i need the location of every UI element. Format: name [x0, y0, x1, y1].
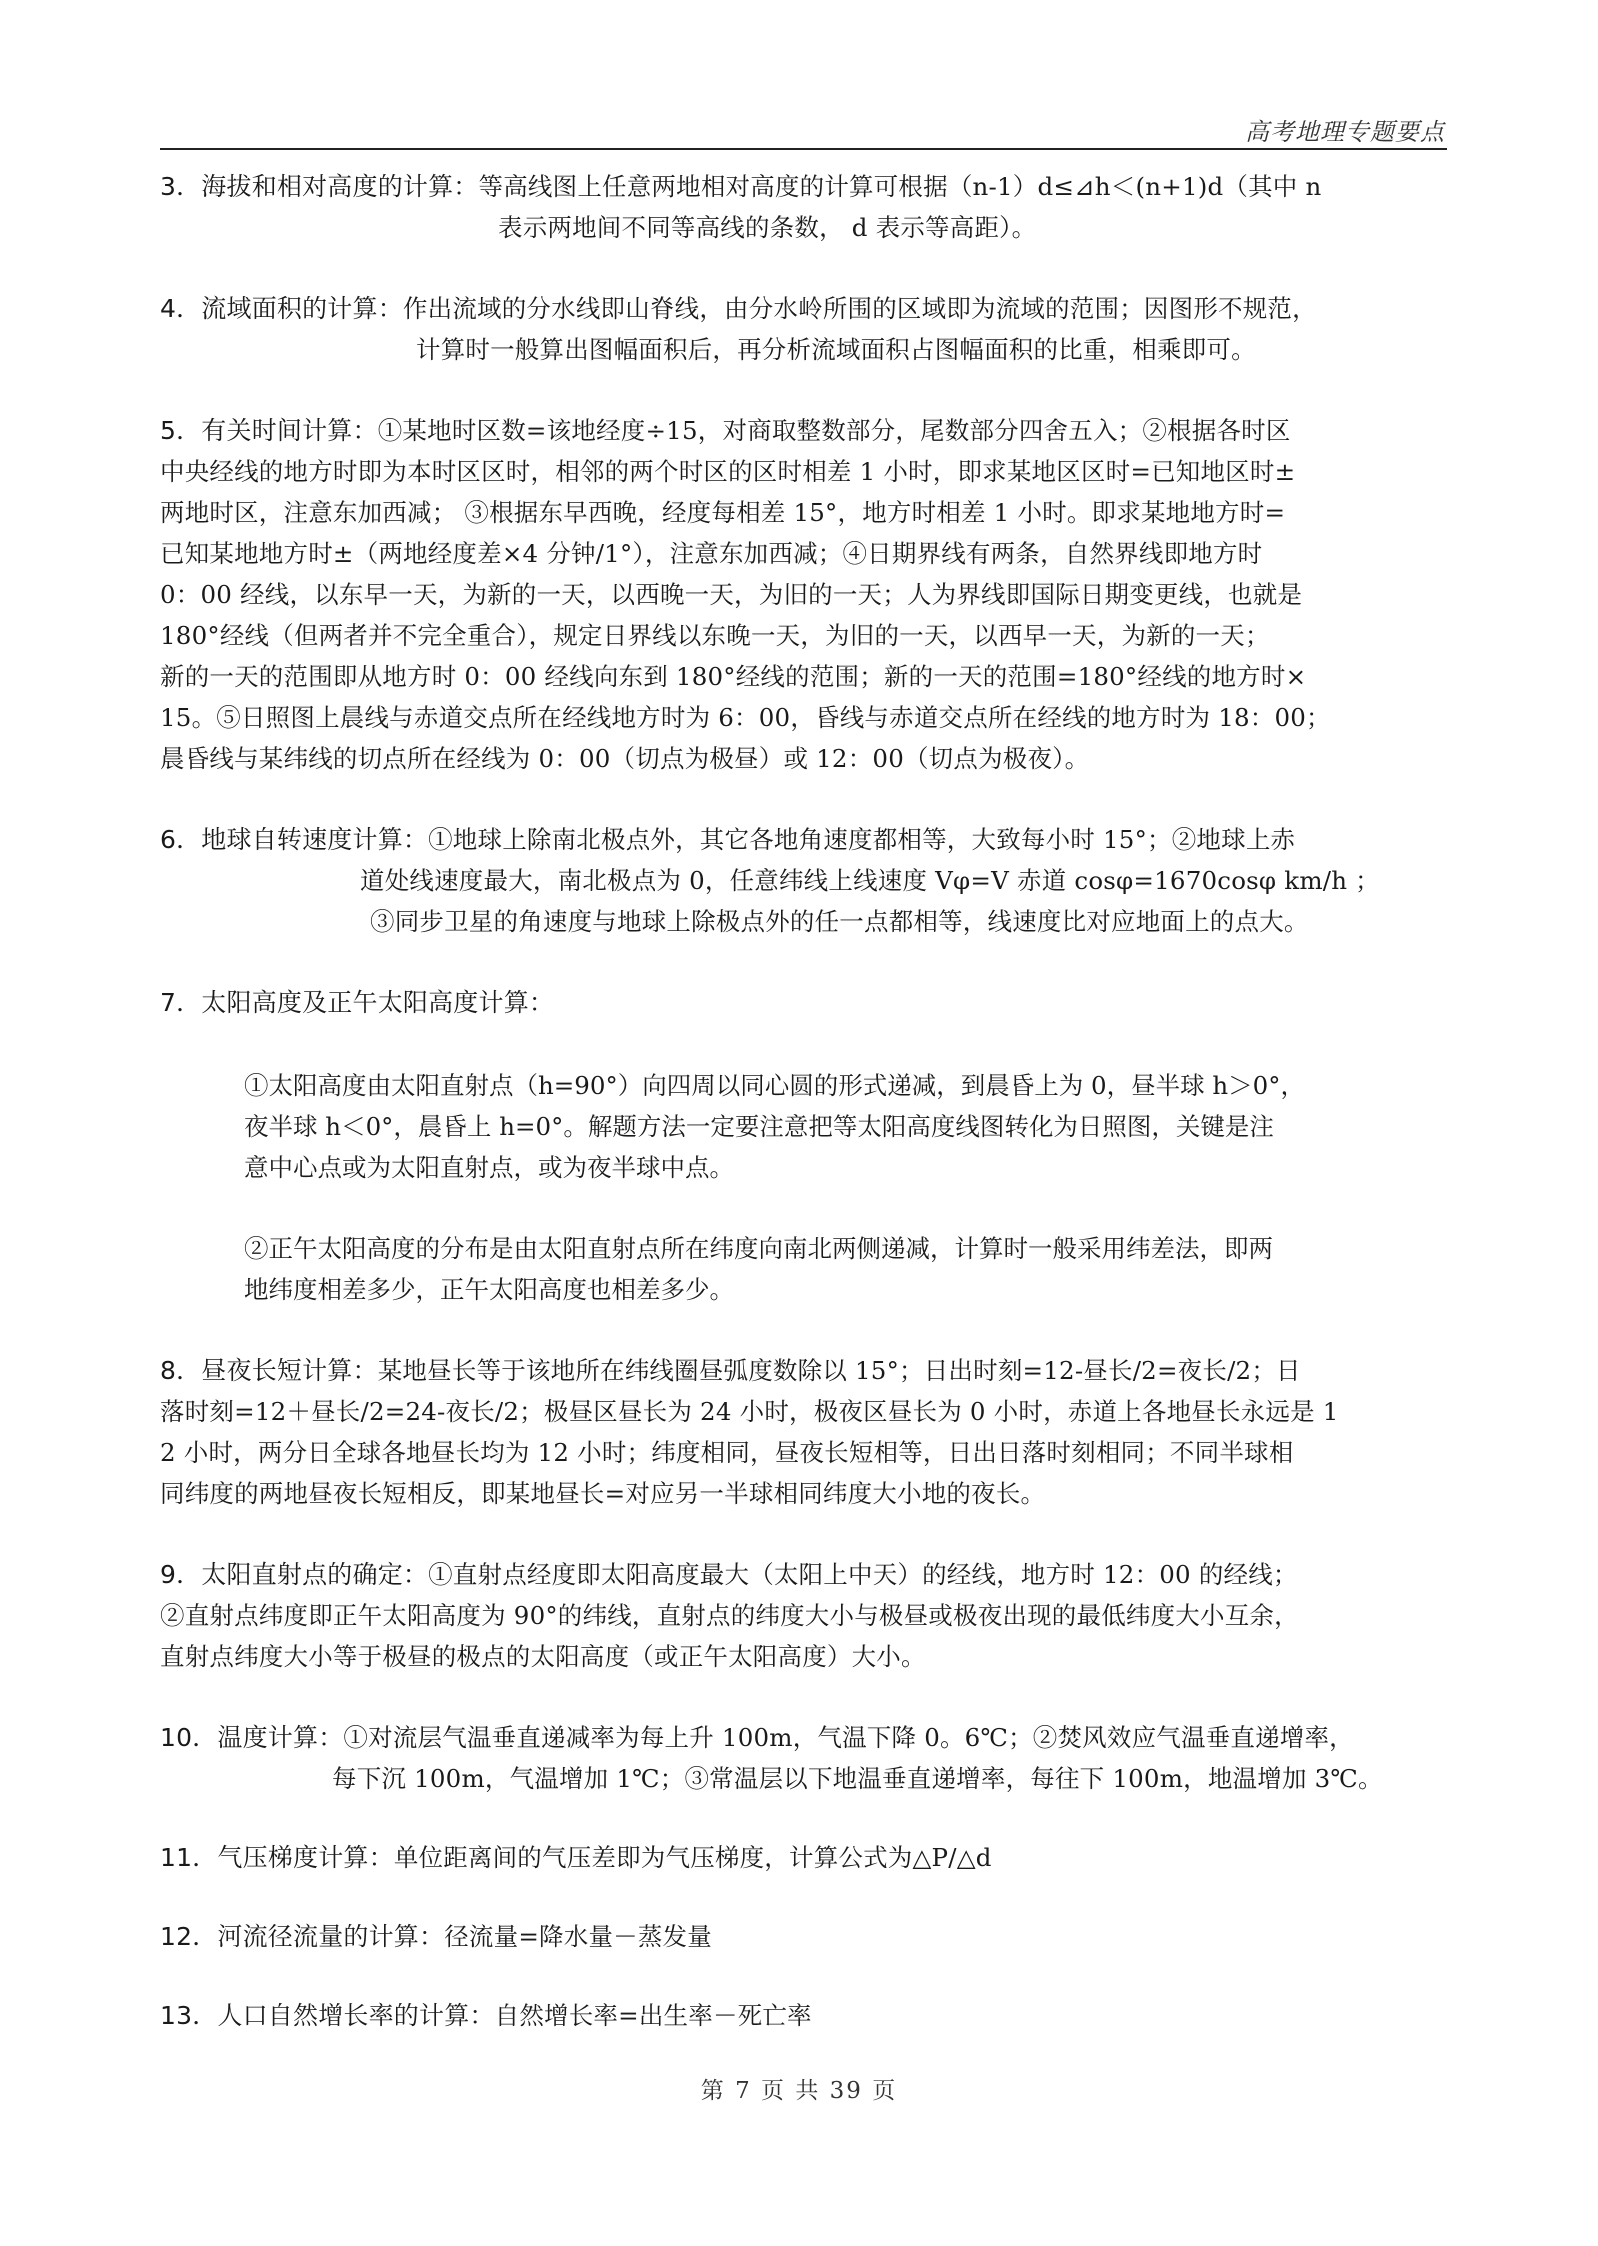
paragraph-line: 意中心点或为太阳直射点，或为夜半球中点。	[244, 1153, 734, 1182]
section-label: 3．海拔和相对高度的计算：	[160, 172, 479, 201]
section-text: 道处线速度最大，南北极点为 0，任意纬线上线速度 Vφ=V 赤道 cosφ=1670cosφ km/h ；	[360, 866, 1380, 895]
paragraph-line: ②正午太阳高度的分布是由太阳直射点所在纬度向南北两侧递减，计算时一般采用纬差法，即两	[244, 1234, 1273, 1263]
section-rotation-speed	[160, 819, 1447, 942]
section-label: 4．流域面积的计算：	[160, 294, 403, 323]
solar-altitude-paragraph-2	[244, 1228, 1447, 1310]
section-label: 6．地球自转速度计算：	[160, 825, 429, 854]
section-label: 10．温度计算：	[160, 1723, 344, 1752]
section-text: 0：00 经线，以东早一天，为新的一天，以西晚一天，为旧的一天；人为界线即国际日期变更线，也就是	[160, 580, 1303, 609]
section-text: 中央经线的地方时即为本时区区时，相邻的两个时区的区时相差 1 小时，即求某地区区时=已知地区时±	[160, 457, 1296, 486]
section-text: 计算时一般算出图幅面积后，再分析流域面积占图幅面积的比重，相乘即可。	[416, 335, 1256, 364]
section-solar-altitude	[160, 982, 1447, 1023]
section-basin-area	[160, 288, 1447, 370]
paragraph-line: 地纬度相差多少，正午太阳高度也相差多少。	[244, 1275, 734, 1304]
section-text: ①地球上除南北极点外，其它各地角速度都相等，大致每小时 15°；②地球上赤	[428, 825, 1296, 854]
page-header	[160, 108, 1447, 150]
section-label: 12．河流径流量的计算：	[160, 1922, 445, 1951]
section-text: ③同步卫星的角速度与地球上除极点外的任一点都相等，线速度比对应地面上的点大。	[370, 907, 1309, 936]
section-text: 作出流域的分水线即山脊线，由分水岭所围的区域即为流域的范围；因图形不规范，	[402, 294, 1317, 323]
section-text: 15。⑤日照图上晨线与赤道交点所在经线地方时为 6：00，昏线与赤道交点所在经线的地方时为 18：00；	[160, 703, 1331, 732]
solar-altitude-paragraph-1	[244, 1065, 1447, 1188]
document-body	[160, 166, 1447, 2036]
page-number: 第 7 页 共 39 页	[700, 2078, 898, 2104]
header-title: 高考地理专题要点	[1245, 118, 1445, 146]
section-text: 直射点纬度大小等于极昼的极点的太阳高度（或正午太阳高度）大小。	[160, 1642, 926, 1671]
section-text: ②直射点纬度即正午太阳高度为 90°的纬线，直射点的纬度大小与极昼或极夜出现的最低纬度大小互余，	[160, 1601, 1299, 1630]
section-text: 已知某地地方时±（两地经度差×4 分钟/1°），注意东加西减；④日期界线有两条，自然界线即地方时	[160, 539, 1263, 568]
section-population-growth	[160, 1995, 1447, 2036]
section-runoff	[160, 1916, 1447, 1957]
section-day-length	[160, 1350, 1447, 1514]
section-label: 9．太阳直射点的确定：	[160, 1560, 429, 1589]
section-text: 新的一天的范围即从地方时 0：00 经线向东到 180°经线的范围；新的一天的范围=180°经线的地方时×	[160, 662, 1307, 691]
section-text: 等高线图上任意两地相对高度的计算可根据（n-1）d≤⊿h＜(n+1)d（其中 n	[478, 172, 1322, 201]
section-text: 2 小时，两分日全球各地昼长均为 12 小时；纬度相同，昼夜长短相等，日出日落时刻相同；不同半球相	[160, 1438, 1294, 1467]
section-label: 13．人口自然增长率的计算：	[160, 2001, 495, 2030]
section-text: ①直射点经度即太阳高度最大（太阳上中天）的经线，地方时 12：00 的经线；	[428, 1560, 1298, 1589]
section-label: 7．太阳高度及正午太阳高度计算：	[160, 988, 555, 1017]
section-text: ①某地时区数=该地经度÷15，对商取整数部分，尾数部分四舍五入；②根据各时区	[377, 416, 1291, 445]
section-time-calc	[160, 410, 1447, 779]
section-altitude	[160, 166, 1447, 248]
section-text: 两地时区，注意东加西减； ③根据东早西晚，经度每相差 15°，地方时相差 1 小时。即求某地地方时=	[160, 498, 1286, 527]
section-text: 单位距离间的气压差即为气压梯度，计算公式为△P/△d	[393, 1843, 992, 1872]
section-temperature	[160, 1717, 1447, 1799]
section-text: 径流量=降水量－蒸发量	[444, 1922, 712, 1951]
section-text: 同纬度的两地昼夜长短相反，即某地昼长=对应另一半球相同纬度大小地的夜长。	[160, 1479, 1046, 1508]
section-label: 8．昼夜长短计算：	[160, 1356, 378, 1385]
section-pressure-gradient	[160, 1837, 1447, 1878]
section-label: 11．气压梯度计算：	[160, 1843, 394, 1872]
paragraph-line: 夜半球 h＜0°，晨昏上 h=0°。解题方法一定要注意把等太阳高度线图转化为日照图，关键是注	[244, 1112, 1274, 1141]
paragraph-line: ①太阳高度由太阳直射点（h=90°）向四周以同心圆的形式递减，到晨昏上为 0，昼半球 h＞0°，	[244, 1071, 1306, 1100]
section-label: 5．有关时间计算：	[160, 416, 378, 445]
section-text: 某地昼长等于该地所在纬线圈昼弧度数除以 15°；日出时刻=12-昼长/2=夜长/2；日	[377, 1356, 1301, 1385]
section-text: 自然增长率=出生率－死亡率	[494, 2001, 812, 2030]
section-direct-point	[160, 1554, 1447, 1677]
section-text: 晨昏线与某纬线的切点所在经线为 0：00（切点为极昼）或 12：00（切点为极夜）。	[160, 744, 1090, 773]
section-text: ①对流层气温垂直递减率为每上升 100m，气温下降 0。6℃；②焚风效应气温垂直递增率，	[343, 1723, 1354, 1752]
section-text: 落时刻=12＋昼长/2=24-夜长/2；极昼区昼长为 24 小时，极夜区昼长为 0 小时，赤道上各地昼长永远是 1	[160, 1397, 1339, 1426]
section-text: 表示两地间不同等高线的条数， d 表示等高距）。	[498, 213, 1037, 242]
section-text: 每下沉 100m，气温增加 1℃；③常温层以下地温垂直递增率，每往下 100m，地温增加 3℃。	[332, 1764, 1383, 1793]
section-text: 180°经线（但两者并不完全重合），规定日界线以东晚一天，为旧的一天，以西早一天，为新的一天；	[160, 621, 1270, 650]
